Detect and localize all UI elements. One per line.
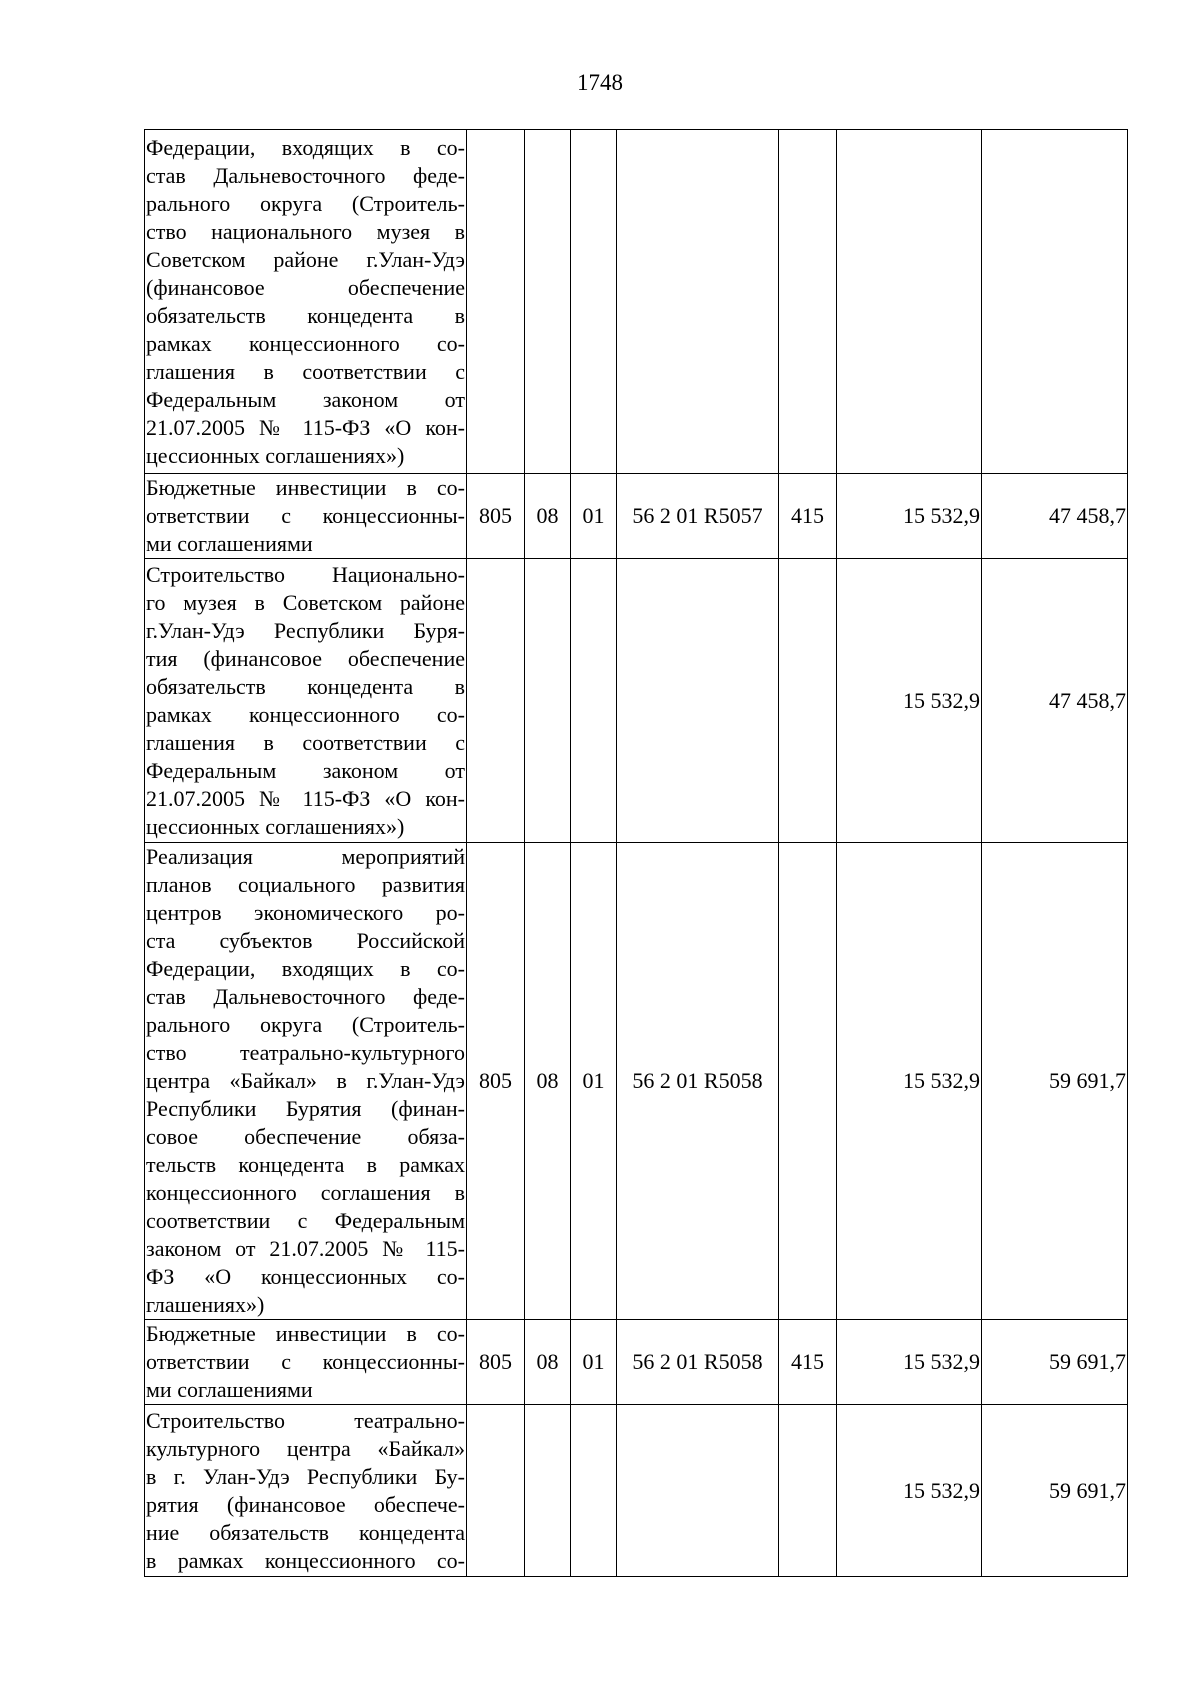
- expense-type-code: [779, 559, 837, 843]
- description-line: рального округа (Строитель-: [146, 190, 465, 216]
- subsection-code: 01: [571, 843, 617, 1320]
- description-line: г.Улан-Удэ Республики Буря-: [146, 617, 465, 643]
- description-line: глашения в соответствии с: [146, 729, 465, 755]
- ministry-code: 805: [467, 474, 525, 559]
- description-line: рятия (финансовое обеспече-: [146, 1491, 465, 1517]
- amount-year-1: 15 532,9: [837, 1405, 982, 1577]
- section-code: 08: [525, 474, 571, 559]
- subsection-code: 01: [571, 1320, 617, 1405]
- subsection-code: [571, 1405, 617, 1577]
- target-item-code: [617, 1405, 779, 1577]
- description-line: Бюджетные инвестиции в со-: [146, 1321, 465, 1346]
- description-line: центра «Байкал» в г.Улан-Удэ: [146, 1068, 465, 1093]
- amount-year-2: 47 458,7: [982, 559, 1128, 843]
- description-line: совое обеспечение обяза-: [146, 1124, 465, 1149]
- description-line: законом от 21.07.2005 № 115-: [146, 1236, 465, 1261]
- section-code: [525, 559, 571, 843]
- subsection-code: [571, 559, 617, 843]
- description-line: ФЗ «О концессионных со-: [146, 1264, 465, 1289]
- description-line: (финансовое обеспечение: [146, 274, 465, 300]
- description-line: Федерации, входящих в со-: [146, 134, 465, 160]
- table-row: [145, 1405, 1128, 1577]
- budget-table: [144, 129, 1128, 1577]
- description-line: Федеральным законом от: [146, 386, 465, 412]
- subsection-code: [571, 130, 617, 474]
- amount-year-1: 15 532,9: [837, 559, 982, 843]
- expense-type-code: [779, 130, 837, 474]
- description-line: в г. Улан-Удэ Республики Бу-: [146, 1463, 465, 1489]
- description-line: ство национального музея в: [146, 218, 465, 244]
- description-line: ние обязательств концедента: [146, 1519, 465, 1545]
- target-item-code: 56 2 01 R5058: [617, 843, 779, 1320]
- amount-year-1: 15 532,9: [837, 1320, 982, 1405]
- section-code: 08: [525, 1320, 571, 1405]
- description-line: ми соглашениями: [146, 531, 313, 556]
- table-row: [145, 1320, 1128, 1405]
- description-line: ми соглашениями: [146, 1377, 313, 1402]
- amount-year-2: [982, 130, 1128, 474]
- description-line: рамках концессионного со-: [146, 330, 465, 356]
- ministry-code: 805: [467, 843, 525, 1320]
- description-line: го музея в Советском районе: [146, 589, 465, 615]
- target-item-code: 56 2 01 R5058: [617, 1320, 779, 1405]
- description-line: ста субъектов Российской: [146, 928, 465, 953]
- description-line: Строительство Национально-: [146, 561, 465, 587]
- description-line: цессионных соглашениях»): [146, 442, 405, 468]
- description-line: ответствии с концессионны-: [146, 503, 465, 528]
- description-line: Федеральным законом от: [146, 757, 465, 783]
- expense-type-code: [779, 843, 837, 1320]
- target-item-code: [617, 130, 779, 474]
- description-line: обязательств концедента в: [146, 302, 465, 328]
- table-body: [145, 130, 1128, 1577]
- description-line: культурного центра «Байкал»: [146, 1435, 465, 1461]
- amount-year-2: 47 458,7: [982, 474, 1128, 559]
- description-line: в рамках концессионного со-: [146, 1547, 465, 1573]
- description-line: став Дальневосточного феде-: [146, 162, 465, 188]
- description-line: 21.07.2005 № 115-ФЗ «О кон-: [146, 785, 465, 811]
- description-line: Бюджетные инвестиции в со-: [146, 475, 465, 500]
- description-line: Реализация мероприятий: [146, 844, 465, 869]
- description-line: рамках концессионного со-: [146, 701, 465, 727]
- ministry-code: [467, 559, 525, 843]
- section-code: [525, 1405, 571, 1577]
- description-line: Республики Бурятия (финан-: [146, 1096, 465, 1121]
- amount-year-1: 15 532,9: [837, 474, 982, 559]
- description-line: Советском районе г.Улан-Удэ: [146, 246, 465, 272]
- description-line: глашения в соответствии с: [146, 358, 465, 384]
- row-description: [145, 559, 467, 843]
- description-line: планов социального развития: [146, 872, 465, 897]
- description-line: цессионных соглашениях»): [146, 813, 405, 839]
- ministry-code: [467, 130, 525, 474]
- amount-year-2: 59 691,7: [982, 1320, 1128, 1405]
- subsection-code: 01: [571, 474, 617, 559]
- description-line: соответствии с Федеральным: [146, 1208, 465, 1233]
- ministry-code: 805: [467, 1320, 525, 1405]
- row-description: [145, 130, 467, 474]
- table-row: [145, 559, 1128, 843]
- description-line: центров экономического ро-: [146, 900, 465, 925]
- description-line: глашениях»): [146, 1292, 265, 1317]
- description-line: концессионного соглашения в: [146, 1180, 465, 1205]
- table-row: [145, 474, 1128, 559]
- expense-type-code: 415: [779, 474, 837, 559]
- target-item-code: [617, 559, 779, 843]
- description-line: став Дальневосточного феде-: [146, 984, 465, 1009]
- page-number: 1748: [577, 70, 623, 95]
- row-description: [145, 843, 467, 1320]
- table-row: [145, 130, 1128, 474]
- description-line: ство театрально-культурного: [146, 1040, 465, 1065]
- amount-year-1: [837, 130, 982, 474]
- row-description: [145, 474, 467, 559]
- description-line: тия (финансовое обеспечение: [146, 645, 465, 671]
- expense-type-code: [779, 1405, 837, 1577]
- description-line: тельств концедента в рамках: [146, 1152, 465, 1177]
- amount-year-2: 59 691,7: [982, 1405, 1128, 1577]
- amount-year-1: 15 532,9: [837, 843, 982, 1320]
- description-line: Строительство театрально-: [146, 1407, 465, 1433]
- table-row: [145, 843, 1128, 1320]
- section-code: 08: [525, 843, 571, 1320]
- amount-year-2: 59 691,7: [982, 843, 1128, 1320]
- section-code: [525, 130, 571, 474]
- description-line: Федерации, входящих в со-: [146, 956, 465, 981]
- ministry-code: [467, 1405, 525, 1577]
- row-description: [145, 1405, 467, 1577]
- target-item-code: 56 2 01 R5057: [617, 474, 779, 559]
- description-line: обязательств концедента в: [146, 673, 465, 699]
- description-line: рального округа (Строитель-: [146, 1012, 465, 1037]
- expense-type-code: 415: [779, 1320, 837, 1405]
- description-line: 21.07.2005 № 115-ФЗ «О кон-: [146, 414, 465, 440]
- description-line: ответствии с концессионны-: [146, 1349, 465, 1374]
- row-description: [145, 1320, 467, 1405]
